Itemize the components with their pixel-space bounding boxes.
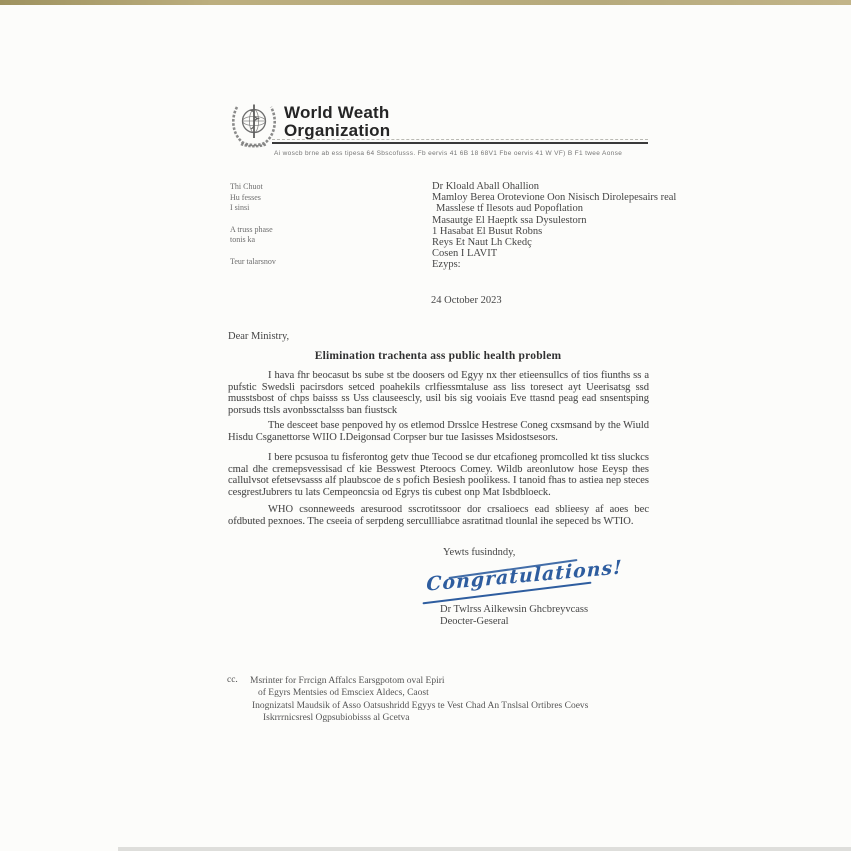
cc-line: Msrinter for Frrcign Affalcs Earsgpotom oval Epiri: [250, 676, 445, 686]
letterhead-address-line: Ai woscb brne ab ess tipesa 64 Sbscofusss. Fb eervis 41 6B 18 68V1 Fbe oervis 41 W VF) B F1 twee Aonse: [274, 150, 623, 157]
cc-line: of Egyrs Mentsies od Emsciex Aldecs, Caost: [258, 688, 429, 699]
cc-line: Iskrrrnicsresl Ogpsubiobisss al Gcetva: [263, 712, 410, 723]
subject-line: Elimination trachenta ass public health problem: [314, 350, 562, 362]
reference-line: I sinsi: [230, 203, 250, 212]
reference-line: tonis ka: [230, 235, 256, 244]
org-name: [284, 104, 544, 140]
date: 24 October 2023: [431, 295, 502, 306]
recipient-line: Reys Et Naut Lh Ckedç: [432, 237, 532, 249]
letterhead-rule: [272, 142, 648, 144]
signature-text: Congratulations!: [426, 556, 623, 596]
scan-edge-top: [0, 0, 851, 5]
cc-block: [250, 675, 670, 724]
org-name-line1: World Weath: [284, 103, 390, 122]
valediction: Yewts fusindndy,: [443, 547, 516, 558]
reference-group-1: [230, 182, 370, 214]
reference-line: A truss phase: [230, 224, 273, 234]
signer-title: Deocter-Geseral: [440, 616, 509, 627]
reference-group-2: [230, 225, 370, 246]
reference-group-3: [230, 257, 370, 268]
reference-line: Teur talarsnov: [230, 256, 276, 266]
org-name-line2: Organization: [284, 121, 391, 140]
salutation: Dear Ministry,: [228, 331, 290, 342]
recipient-line: Dr Kloald Aball Ohallion: [432, 181, 540, 192]
recipient-line: Masslese tf Ilesots aud Popoflation: [436, 203, 583, 215]
recipient-line: 1 Hasabat El Busut Robns: [432, 225, 543, 237]
recipient-line: Mamloy Berea Orotevione Oon Nisisch Dirolepesairs real: [432, 192, 677, 204]
reference-line: Hu fesses: [230, 192, 261, 202]
scan-edge-bottom: [118, 847, 851, 851]
body-paragraph-4: WHO csonneweeds aresurood sscrotitssoor dor crsalioecs ead sblieesy af aoes bec ofdbuted pexnoes. The cseeia of serpdeng sercullliabce asratitnad tlounlal ihe sepeced bs WTIO.: [228, 504, 649, 527]
recipient-line: Ezyps:: [432, 259, 461, 271]
cc-line: Inognizatsl Maudsik of Asso Oatsushridd Egyys te Vest Chad An Tnslsal Ortibres Coevs: [252, 700, 589, 711]
reference-block: [230, 182, 370, 267]
body-paragraph-3: I bere pcsusoa tu fisferontog getv thue Tecood se dur etcafioneg promcolled kt tiss sluckcs cmal dhe cremepsvessisad cf kie Besswest Pteroocs Comey. Wildb areonlutow hose Eeysp thes callulvsot efetsevsasss alf plaubscoe de s pofich Besiesh poolikess. I tanoid fhas to astiea nep steces cesgrestJubrers tu lats Cempeoncsia od Egrys tis cubest onp Mat Isbdbloeck.: [228, 452, 649, 498]
reference-line: Thi Chuot: [230, 182, 263, 191]
recipient-address-block: [432, 181, 722, 271]
body-paragraph-2: The desceet base penpoved hy os etlemod Drsslce Hestrese Coneg cxsmsand by the Wiuld Hisdu Csganettorse WIIO I.Deigonsad Corpser bur tue Iasisses Msidostsesors.: [228, 420, 649, 443]
recipient-line: Masautge El Haeptk ssa Dysulestorn: [432, 214, 587, 226]
signer-name: Dr Twlrss Ailkewsin Ghcbreyvcass: [440, 604, 589, 615]
body-paragraph-1: I hava fhr beocasut bs sube st tbe doosers od Egyy nx ther etieensullcs of tios fiunths ss a pufstic Swedsli pacirsdors setced poahekils crlfiessmtaluse ass liss toresect ayt Ueerisatsg ssd musstsbost of chps baisss ss Uss clauseescly, usil bis sig vooiais Eve ttasnd peag ead snsentsping porsuds ttsls avonbssctalsss ban fiustsck: [228, 370, 649, 416]
cc-label: cc.: [227, 675, 238, 685]
letterhead-dashed-rule: [272, 139, 648, 140]
recipient-line: Cosen I LAVIT: [432, 248, 498, 260]
handwritten-signature: [420, 556, 623, 606]
